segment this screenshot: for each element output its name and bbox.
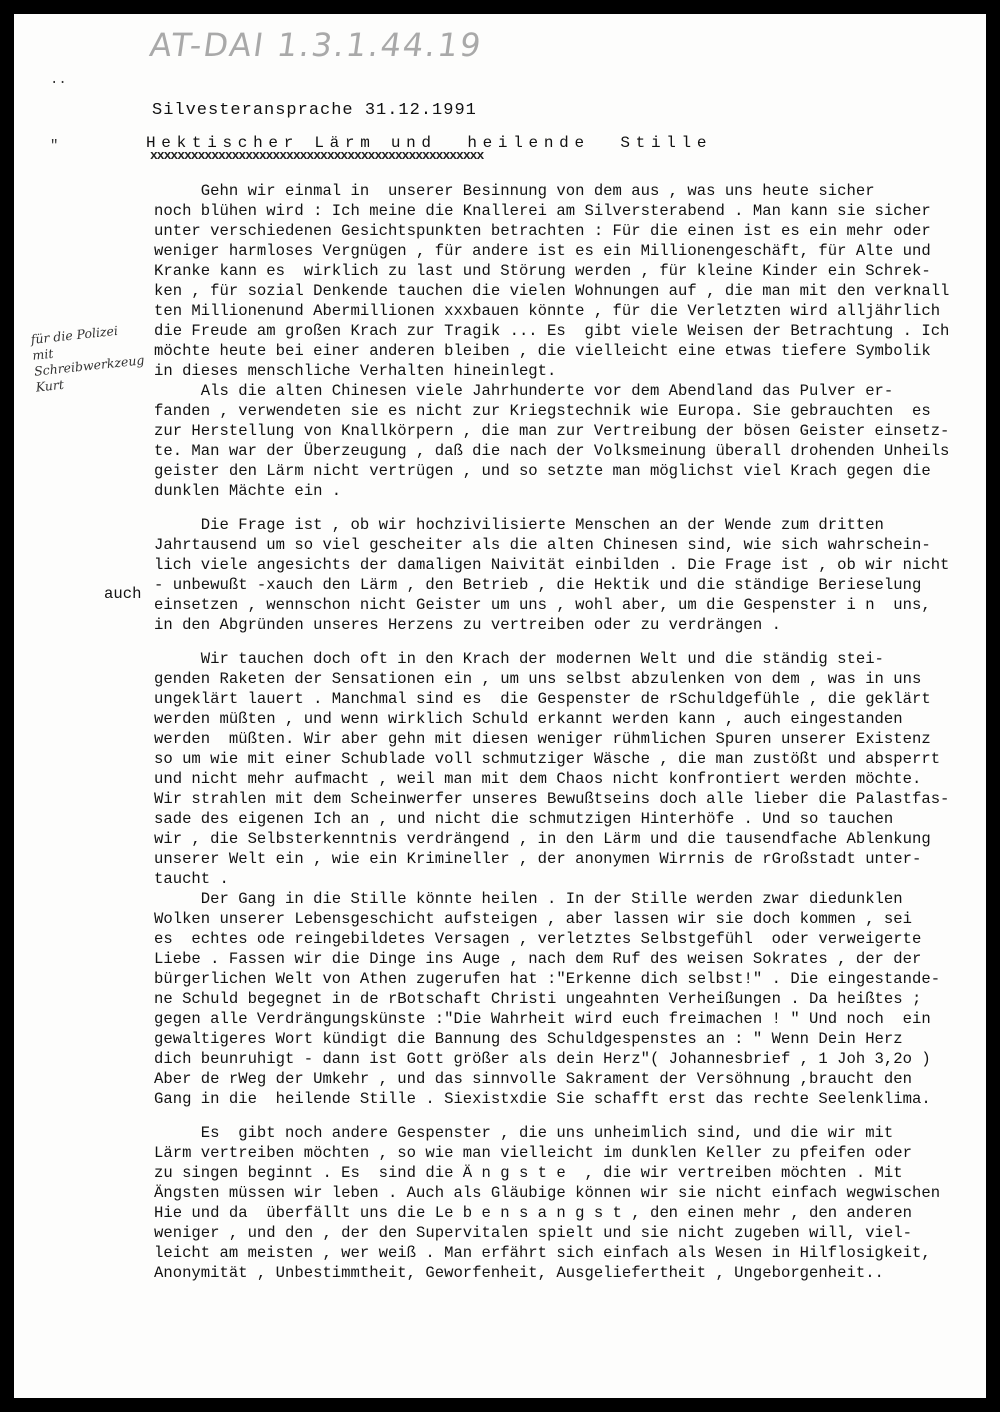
text-line: und nicht mehr aufmacht , weil man mit dem Chaos nicht konfrontiert werden möchte. (154, 770, 922, 788)
paragraph-gap (154, 1109, 1000, 1123)
text-line: lich viele angesichts der damaligen Naivität einbilden . Die Frage ist , ob wir nicht (154, 556, 950, 574)
text-line: taucht . (154, 870, 229, 888)
text-line: Gehn wir einmal in unserer Besinnung von dem aus , was uns heute sicher (154, 182, 875, 200)
text-line: ne Schuld begegnet in de rBotschaft Christi ungeahnten Verheißungen . Da heißtes ; (154, 990, 922, 1008)
text-line: zur Herstellung von Knallkörpern , die man zur Vertreibung der bösen Geister einsetz- (154, 422, 950, 440)
speech-body (154, 181, 1000, 1283)
text-line: Liebe . Fassen wir die Dinge ins Auge , nach dem Ruf des weisen Sokrates , der der (154, 950, 922, 968)
text-line: fanden , verwendeten sie es nicht zur Kriegstechnik wie Europa. Sie gebrauchten es (154, 402, 931, 420)
text-line: Die Frage ist , ob wir hochzivilisierte Menschen an der Wende zum dritten (154, 516, 884, 534)
text-line: in dieses menschliche Verhalten hineinlegt. (154, 362, 557, 380)
text-line: möchte heute bei einer anderen bleiben , die vielleicht eine etwas tiefere Symbolik (154, 342, 931, 360)
text-line: te. Man war der Überzeugung , daß die nach der Volksmeinung überall drohenden Unheils (154, 442, 950, 460)
text-line: Jahrtausend um so viel gescheiter als die alten Chinesen sind, wie sich wahrschein- (154, 536, 931, 554)
text-line: Wir tauchen doch oft in den Krach der modernen Welt und die ständig stei- (154, 650, 884, 668)
text-line: Kranke kann es wirklich zu last und Störung werden , für kleine Kinder ein Schrek- (154, 262, 931, 280)
text-line: Lärm vertreiben möchten , so wie man vielleicht im dunklen Keller zu pfeifen oder (154, 1144, 912, 1162)
text-line: ken , für sozial Denkende tauchen die vielen Wohnungen auf , die man mit den verknall (154, 282, 950, 300)
text-line: Als die alten Chinesen viele Jahrhunderte vor dem Abendland das Pulver er- (154, 382, 894, 400)
text-line: dich beunruhigt - dann ist Gott größer als dein Herz"( Johannesbrief , 1 Joh 3,2o ) (154, 1050, 931, 1068)
text-line: Es gibt noch andere Gespenster , die uns unheimlich sind, und die wir mit (154, 1124, 894, 1142)
text-line: bürgerlichen Welt von Athen zugerufen hat :"Erkenne dich selbst!" . Die eingestande- (154, 970, 941, 988)
text-line: leicht am meisten , wer weiß . Man erfährt sich einfach als Wesen in Hilflosigkeit, (154, 1244, 931, 1262)
text-line: unter verschiedenen Gesichtspunkten betrachten : Für die einen ist es ein mehr oder (154, 222, 931, 240)
text-line: Gang in die heilende Stille . Siexistxdie Sie schafft erst das rechte Seelenklima. (154, 1090, 931, 1108)
text-line: zu singen beginnt . Es sind die Ä n g s t e , die wir vertreiben möchten . Mit (154, 1164, 903, 1182)
text-line: ten Millionenund Abermillionen xxxbauen könnte , für die Verletzten wird alljährlich (154, 302, 941, 320)
paragraph-gap (154, 635, 1000, 649)
text-line: Der Gang in die Stille könnte heilen . In der Stille werden zwar diedunklen (154, 890, 903, 908)
text-line: geister den Lärm nicht vertrügen , und so setzte man möglichst viel Krach gegen die (154, 462, 931, 480)
text-line: - unbewußt -xauch den Lärm , den Betrieb , die Hektik und die ständige Berieselung (154, 576, 922, 594)
text-line: Wir strahlen mit dem Scheinwerfer unseres Bewußtseins doch alle lieber die Palastfas- (154, 790, 950, 808)
text-line: einsetzen , wennschon nicht Geister um uns , wohl aber, um die Gespenster i n uns, (154, 596, 931, 614)
text-line: es echtes ode reingebildetes Versagen , verletztes Selbstgefühl oder verweigerte (154, 930, 922, 948)
text-line: Wolken unserer Lebensgeschicht aufsteigen , aber lassen wir sie doch kommen , sei (154, 910, 912, 928)
speech-heading: Silvesteransprache 31.12.1991 (152, 101, 477, 120)
text-line: ungeklärt lauert . Manchmal sind es die Gespenster de rSchuldgefühle , die geklärt (154, 690, 931, 708)
archive-stamp: AT-DAI 1.3.1.44.19 (147, 26, 486, 64)
margin-insert-auch: auch (104, 585, 142, 603)
text-line: unserer Welt ein , wie ein Krimineller , der anonymen Wirrnis de rGroßstadt unter- (154, 850, 922, 868)
text-line: Hie und da überfällt uns die Le b e n s a n g s t , den einen mehr , den anderen (154, 1204, 912, 1222)
speech-title: Hektischer Lärm und heilende Stille (146, 134, 713, 152)
text-line: weniger harmloses Vergnügen , für andere ist es ein Millionengeschäft, für Alte und (154, 242, 931, 260)
margin-mark: .. (50, 72, 67, 88)
text-line: werden müßten , und wenn wirklich Schuld erkannt werden kann , auch eingestanden (154, 710, 903, 728)
margin-note-line: für die Polizei (30, 322, 119, 347)
margin-note-line: mit Schreibwerkzeug (31, 345, 145, 379)
text-line: Anonymität , Unbestimmtheit, Geworfenheit, Ausgeliefertheit , Ungeborgenheit.. (154, 1264, 884, 1282)
title-strikeout: xxxxxxxxxxxxxxxxxxxxxxxxxxxxxxxxxxxxxxxxxxxxxxxxx (150, 148, 484, 163)
text-line: die Freude am großen Krach zur Tragik ... Es gibt viele Weisen der Betrachtung . Ich (154, 322, 950, 340)
text-line: sade des eigenen Ich an , und nicht die schmutzigen Hinterhöfe . Und so tauchen (154, 810, 894, 828)
text-line: weniger , und den , der den Supervitalen spielt und sie nicht zugeben will, viel- (154, 1224, 912, 1242)
text-line: gegen alle Verdrängungskünste :"Die Wahrheit wird euch freimachen ! " Und noch ein (154, 1010, 931, 1028)
text-line: dunklen Mächte ein . (154, 482, 342, 500)
text-line: genden Raketen der Sensationen ein , um uns selbst abzulenken von dem , was in uns (154, 670, 922, 688)
text-line: wir , die Selbsterkenntnis verdrängend , in den Lärm und die tausendfache Ablenkung (154, 830, 931, 848)
text-line: gewaltigeres Wort kündigt die Bannung des Schuldgespenstes an : " Wenn Dein Herz (154, 1030, 903, 1048)
margin-mark: " (50, 138, 59, 154)
handwritten-margin-note (30, 319, 161, 396)
text-line: in den Abgründen unseres Herzens zu vertreiben oder zu verdrängen . (154, 616, 781, 634)
text-line: Ängsten müssen wir leben . Auch als Gläubige können wir sie nicht einfach wegwischen (154, 1184, 941, 1202)
text-line: Aber de rWeg der Umkehr , und das sinnvolle Sakrament der Versöhnung ,braucht den (154, 1070, 912, 1088)
text-line: so um wie mit einer Schublade voll schmutziger Wäsche , die man zustößt und absperrt (154, 750, 941, 768)
margin-note-line: Kurt (35, 376, 65, 395)
paragraph-gap (154, 501, 1000, 515)
text-line: werden müßten. Wir aber gehn mit diesen weniger rühmlichen Spuren unserer Existenz (154, 730, 931, 748)
text-line: noch blühen wird : Ich meine die Knallerei am Silversterabend . Man kann sie sicher (154, 202, 931, 220)
